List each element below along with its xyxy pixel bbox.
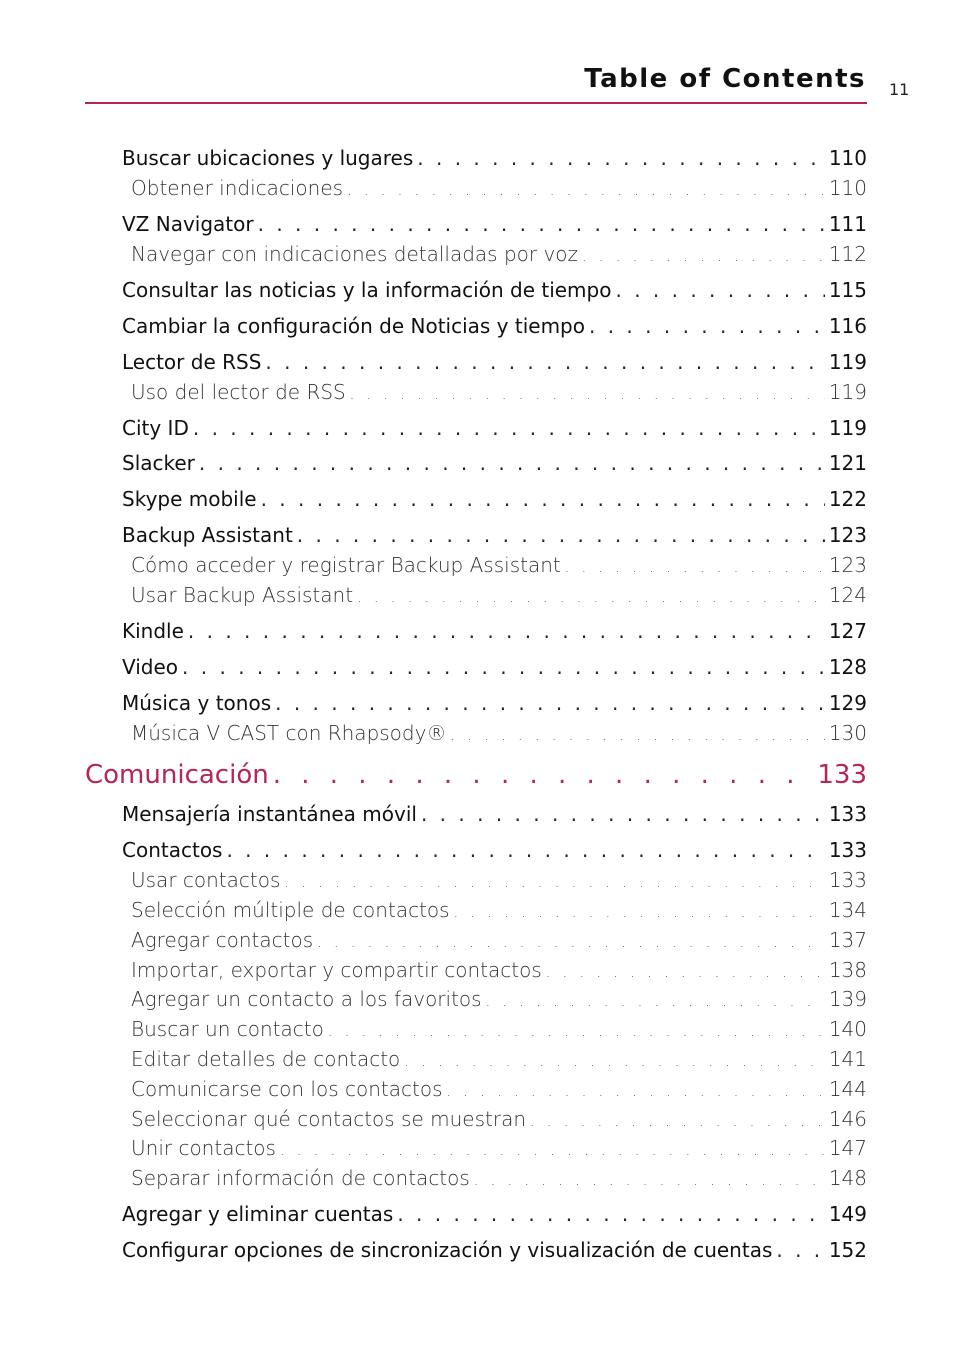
toc-entry-page: 140: [828, 1017, 867, 1041]
toc-entry-label: Usar contactos: [131, 868, 281, 892]
header-divider: [85, 102, 867, 104]
toc-entry[interactable]: [122, 212, 867, 236]
toc-entry-page: 110: [828, 146, 867, 170]
toc-entry-label: Configurar opciones de sincronización y visualización de cuentas: [122, 1238, 773, 1262]
toc-entry-label: Backup Assistant: [122, 523, 293, 547]
toc-entry-label: Agregar contactos: [131, 928, 314, 952]
dot-leader: [450, 728, 824, 744]
toc-entry-page: 123: [828, 553, 867, 577]
toc-entry-page: 129: [828, 691, 867, 715]
dot-leader: [188, 619, 825, 643]
dot-leader: [582, 249, 825, 265]
toc-entry-label: Agregar un contacto a los favoritos: [131, 987, 482, 1011]
toc-entry[interactable]: [122, 350, 867, 374]
toc-entry-label: Video: [122, 655, 179, 679]
toc-entry-page: 119: [828, 380, 867, 404]
dot-leader: [226, 838, 824, 862]
toc-subentry[interactable]: [131, 1017, 867, 1041]
toc-entry[interactable]: [122, 619, 867, 643]
toc-entry-page: 111: [828, 212, 867, 236]
toc-subentry[interactable]: [131, 868, 867, 892]
toc-entry-page: 121: [828, 451, 867, 475]
toc-subentry[interactable]: [131, 242, 867, 266]
dot-leader: [565, 560, 825, 576]
toc-entry-label: VZ Navigator: [122, 212, 254, 236]
dot-leader: [589, 314, 825, 338]
toc-entry-page: 112: [828, 242, 867, 266]
toc-entry-label: Buscar ubicaciones y lugares: [122, 146, 414, 170]
toc-entry[interactable]: [122, 146, 867, 170]
toc-entry-page: 130: [828, 721, 867, 745]
dot-leader: [417, 146, 825, 170]
toc-entry-label: Selección múltiple de contactos: [131, 898, 450, 922]
toc-entry-label: Lector de RSS: [122, 350, 262, 374]
toc-entry[interactable]: [122, 451, 867, 475]
toc-subentry[interactable]: [131, 583, 867, 607]
toc-entry-page: 144: [828, 1077, 867, 1101]
toc-entry-page: 133: [828, 868, 867, 892]
toc-entry-label: Agregar y eliminar cuentas: [122, 1202, 394, 1226]
toc-subentry[interactable]: [131, 1107, 867, 1131]
dot-leader: [193, 416, 825, 440]
toc-entry-page: 133: [817, 760, 867, 790]
toc-entry-page: 134: [828, 898, 867, 922]
toc-entry-label: Música V CAST con Rhapsody®: [131, 721, 447, 745]
toc-entry[interactable]: [122, 1238, 867, 1262]
toc-subentry[interactable]: [131, 1047, 867, 1071]
dot-leader: [182, 655, 825, 679]
toc-subentry[interactable]: [131, 380, 867, 404]
toc-entry-label: City ID: [122, 416, 189, 440]
toc-entry-page: 119: [828, 416, 867, 440]
toc-entry[interactable]: [122, 314, 867, 338]
dot-leader: [258, 212, 825, 236]
toc-entry-label: Contactos: [122, 838, 223, 862]
toc-subentry[interactable]: [131, 898, 867, 922]
dot-leader: [347, 183, 825, 199]
toc-entry[interactable]: [122, 416, 867, 440]
toc-entry-label: Cambiar la configuración de Noticias y tiempo: [122, 314, 585, 338]
dot-leader: [273, 760, 814, 790]
dot-leader: [474, 1173, 825, 1189]
page-title: Table of Contents: [584, 64, 866, 94]
toc-subentry[interactable]: [131, 1077, 867, 1101]
toc-entry-page: 147: [828, 1136, 867, 1160]
toc-entry-label: Skype mobile: [122, 487, 257, 511]
dot-leader: [546, 965, 825, 981]
dot-leader: [397, 1202, 824, 1226]
dot-leader: [297, 523, 825, 547]
toc-section-heading[interactable]: [85, 760, 867, 790]
toc-entry-page: 119: [828, 350, 867, 374]
dot-leader: [421, 802, 825, 826]
toc-subentry[interactable]: [131, 1166, 867, 1190]
toc-entry-label: Kindle: [122, 619, 184, 643]
dot-leader: [265, 350, 824, 374]
toc-entry-page: 149: [828, 1202, 867, 1226]
dot-leader: [615, 278, 824, 302]
toc-entry-label: Editar detalles de contacto: [131, 1047, 401, 1071]
toc-subentry[interactable]: [131, 987, 867, 1011]
dot-leader: [284, 875, 824, 891]
toc-entry[interactable]: [122, 278, 867, 302]
toc-entry[interactable]: [122, 523, 867, 547]
toc-entry-label: Comunicarse con los contactos: [131, 1077, 443, 1101]
dot-leader: [454, 905, 825, 921]
toc-entry[interactable]: [122, 1202, 867, 1226]
toc-entry-page: 127: [828, 619, 867, 643]
toc-entry-page: 139: [828, 987, 867, 1011]
toc-entry-label: Cómo acceder y registrar Backup Assistant: [131, 553, 561, 577]
dot-leader: [350, 387, 825, 403]
toc-entry-page: 116: [828, 314, 867, 338]
toc-subentry[interactable]: [131, 958, 867, 982]
toc-entry-page: 148: [828, 1166, 867, 1190]
toc-entry-label: Buscar un contacto: [131, 1017, 324, 1041]
toc-entry-label: Obtener indicaciones: [131, 176, 344, 200]
toc-entry-page: 128: [828, 655, 867, 679]
toc-entry-page: 137: [828, 928, 867, 952]
dot-leader: [261, 487, 825, 511]
toc-entry-page: 124: [828, 583, 867, 607]
dot-leader: [776, 1238, 824, 1262]
toc-entry[interactable]: [122, 487, 867, 511]
toc-subentry[interactable]: [131, 176, 867, 200]
toc-entry-page: 115: [828, 278, 867, 302]
toc-entry-page: 123: [828, 523, 867, 547]
toc-entry-page: 122: [828, 487, 867, 511]
toc-entry-label: Navegar con indicaciones detalladas por voz: [131, 242, 579, 266]
toc-entry-label: Uso del lector de RSS: [131, 380, 346, 404]
dot-leader: [280, 1143, 825, 1159]
toc-entry-label: Seleccionar qué contactos se muestran: [131, 1107, 527, 1131]
toc-entry[interactable]: [122, 691, 867, 715]
toc-subentry[interactable]: [131, 1136, 867, 1160]
toc-subentry[interactable]: [131, 928, 867, 952]
dot-leader: [275, 691, 825, 715]
toc-entry-page: 141: [828, 1047, 867, 1071]
toc-entry-label: Usar Backup Assistant: [131, 583, 354, 607]
dot-leader: [446, 1084, 824, 1100]
toc-entry-page: 133: [828, 802, 867, 826]
toc-entry-page: 152: [828, 1238, 867, 1262]
toc-subentry[interactable]: [131, 721, 867, 745]
page-number: 11: [889, 80, 910, 99]
dot-leader: [530, 1114, 825, 1130]
toc-entry-label: Comunicación: [85, 760, 269, 790]
dot-leader: [357, 590, 825, 606]
toc-entry[interactable]: [122, 838, 867, 862]
dot-leader: [404, 1054, 825, 1070]
toc-entry-page: 138: [828, 958, 867, 982]
toc-entry-label: Importar, exportar y compartir contactos: [131, 958, 542, 982]
toc-entry-label: Slacker: [122, 451, 195, 475]
toc-entry-label: Unir contactos: [131, 1136, 276, 1160]
toc-entry[interactable]: [122, 802, 867, 826]
toc-entry-label: Separar información de contactos: [131, 1166, 470, 1190]
toc-entry-label: Música y tonos: [122, 691, 272, 715]
toc-entry-page: 146: [828, 1107, 867, 1131]
toc-entry-page: 133: [828, 838, 867, 862]
toc-entry-label: Consultar las noticias y la información de tiempo: [122, 278, 612, 302]
toc-subentry[interactable]: [131, 553, 867, 577]
dot-leader: [328, 1024, 825, 1040]
toc-entry-page: 110: [828, 176, 867, 200]
dot-leader: [486, 994, 825, 1010]
toc-entry[interactable]: [122, 655, 867, 679]
dot-leader: [317, 935, 825, 951]
dot-leader: [199, 451, 825, 475]
toc-entry-label: Mensajería instantánea móvil: [122, 802, 417, 826]
